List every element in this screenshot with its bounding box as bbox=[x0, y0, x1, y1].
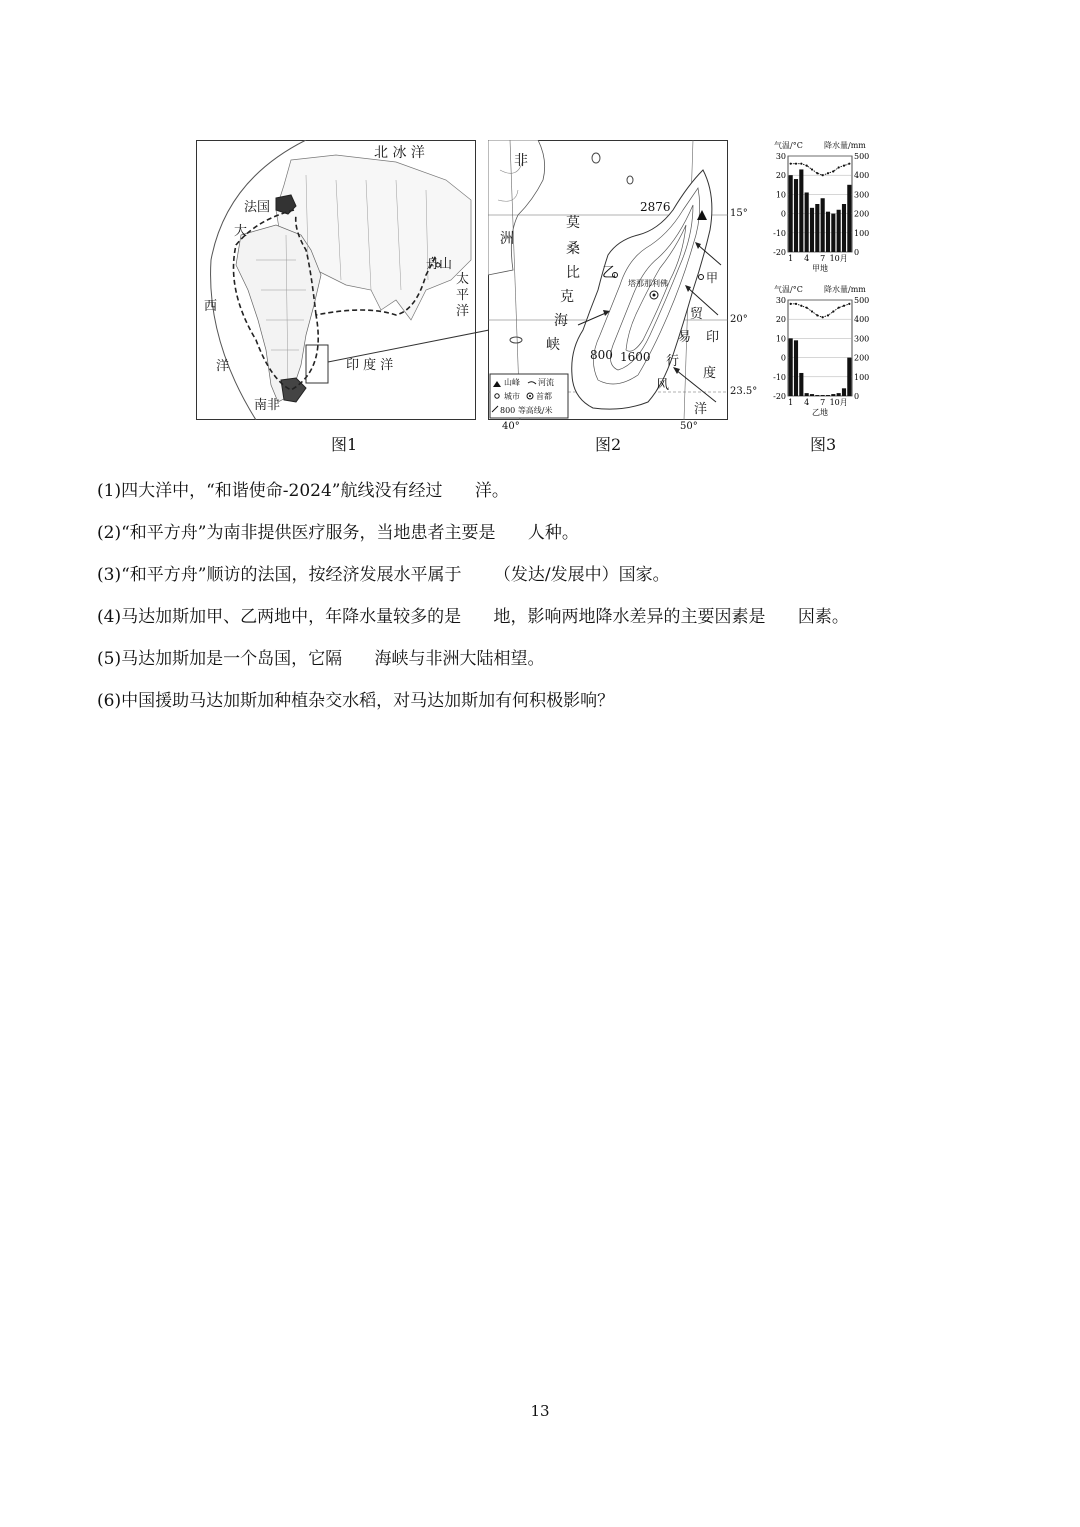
label-france: 法国 bbox=[244, 200, 271, 215]
temperature-point bbox=[848, 163, 850, 165]
temp-tick-label: 0 bbox=[780, 353, 786, 363]
temperature-point bbox=[832, 310, 834, 312]
temperature-point bbox=[838, 166, 840, 168]
temperature-point bbox=[843, 305, 845, 307]
temperature-point bbox=[827, 314, 829, 316]
temperature-point bbox=[790, 163, 792, 165]
temperature-point bbox=[795, 163, 797, 165]
label-pacific-yang: 洋 bbox=[456, 304, 470, 319]
label-pacific-ping: 平 bbox=[456, 288, 470, 303]
precip-tick-label: 500 bbox=[854, 152, 870, 161]
precip-bar bbox=[799, 169, 803, 252]
temperature-point bbox=[806, 165, 808, 167]
label-lat-15: 15° bbox=[730, 208, 748, 219]
month-tick-label: 4 bbox=[804, 254, 810, 263]
precip-bar bbox=[810, 394, 814, 396]
label-xia: 峡 bbox=[546, 337, 560, 353]
figure1-route-map bbox=[196, 140, 476, 420]
temp-tick-label: 20 bbox=[775, 315, 786, 325]
legend-city: 城市 bbox=[504, 392, 520, 401]
precip-tick-label: 300 bbox=[854, 334, 870, 344]
precip-bar bbox=[794, 340, 798, 396]
temperature-point bbox=[822, 316, 824, 318]
precip-bar bbox=[789, 175, 793, 252]
precip-bar bbox=[805, 192, 809, 252]
precip-axis-label-1: 降水量/mm bbox=[824, 141, 866, 150]
temp-tick-label: 20 bbox=[775, 171, 786, 181]
question-1: (1)四大洋中，“和谐使命-2024”航线没有经过 洋。 bbox=[97, 481, 509, 501]
question-5: (5)马达加斯加是一个岛国，它隔 海峡与非洲大陆相望。 bbox=[97, 649, 545, 669]
label-pacific-tai: 太 bbox=[456, 272, 470, 287]
precip-bar bbox=[837, 210, 841, 252]
temperature-point bbox=[811, 168, 813, 170]
month-tick-label: 10月 bbox=[829, 254, 848, 263]
label-ocean-yang: 洋 bbox=[694, 402, 708, 417]
label-trade-yi: 易 bbox=[678, 330, 692, 345]
month-tick-label: 4 bbox=[804, 398, 810, 407]
precip-bar bbox=[815, 204, 819, 252]
temperature-point bbox=[832, 170, 834, 172]
question-4: (4)马达加斯加甲、乙两地中，年降水量较多的是 地，影响两地降水差异的主要因素是 因素。 bbox=[97, 607, 849, 627]
month-tick-label: 7 bbox=[820, 254, 826, 263]
label-atlantic-xi: 西 bbox=[204, 299, 218, 314]
caption-figure2: 图2 bbox=[595, 435, 622, 454]
label-lon-40: 40° bbox=[502, 421, 520, 432]
precip-tick-label: 100 bbox=[854, 228, 870, 238]
precip-bar bbox=[815, 395, 819, 396]
label-ocean-du: 度 bbox=[703, 366, 717, 381]
figure2-madagascar-map bbox=[488, 140, 758, 432]
temperature-point bbox=[811, 310, 813, 312]
temp-axis-label-2: 气温/°C bbox=[774, 285, 803, 294]
temperature-point bbox=[816, 172, 818, 174]
precip-bar bbox=[810, 208, 814, 252]
temp-tick-label: 10 bbox=[775, 190, 786, 200]
legend-contour: 800 等高线/米 bbox=[500, 406, 553, 415]
legend-river: 河流 bbox=[538, 378, 554, 387]
precip-bar bbox=[847, 185, 851, 252]
temperature-point bbox=[800, 305, 802, 307]
precip-axis-label-2: 降水量/mm bbox=[824, 285, 866, 294]
month-tick-label: 10月 bbox=[829, 398, 848, 407]
precip-bar bbox=[842, 204, 846, 252]
precip-tick-label: 0 bbox=[854, 248, 860, 257]
precip-tick-label: 0 bbox=[854, 392, 860, 401]
chart-title: 甲地 bbox=[812, 264, 828, 273]
label-ke: 克 bbox=[560, 289, 574, 305]
label-zhou: 洲 bbox=[500, 231, 514, 247]
label-lat-20: 20° bbox=[730, 314, 748, 325]
temperature-point bbox=[795, 303, 797, 305]
precip-tick-label: 500 bbox=[854, 296, 870, 305]
precip-tick-label: 400 bbox=[854, 315, 870, 325]
legend-peak: 山峰 bbox=[504, 378, 520, 387]
label-lat-23: 23.5° bbox=[730, 386, 758, 397]
label-peak-elevation: 2876 bbox=[640, 200, 671, 214]
precip-bar bbox=[842, 388, 846, 396]
label-sang: 桑 bbox=[566, 241, 580, 257]
precip-tick-label: 300 bbox=[854, 190, 870, 200]
precip-tick-label: 200 bbox=[854, 209, 870, 219]
page-number: 13 bbox=[530, 1402, 550, 1420]
label-indian-ocean: 印 度 洋 bbox=[346, 358, 394, 373]
temperature-point bbox=[822, 174, 824, 176]
temperature-point bbox=[838, 307, 840, 309]
temp-tick-label: -20 bbox=[773, 392, 786, 401]
label-atlantic-yang: 洋 bbox=[216, 359, 230, 374]
precip-bar bbox=[831, 394, 835, 396]
label-trade-feng: 风 bbox=[656, 378, 670, 393]
temperature-point bbox=[848, 303, 850, 305]
label-contour-800: 800 bbox=[590, 348, 613, 362]
temp-tick-label: 10 bbox=[775, 334, 786, 344]
label-fei: 非 bbox=[514, 153, 528, 169]
precip-tick-label: 400 bbox=[854, 171, 870, 181]
label-mo: 莫 bbox=[566, 215, 580, 231]
precip-bar bbox=[847, 358, 851, 396]
label-south-africa: 南非 bbox=[254, 398, 281, 413]
month-tick-label: 7 bbox=[820, 398, 826, 407]
month-tick-label: 1 bbox=[788, 398, 794, 407]
label-bi: 比 bbox=[566, 265, 580, 281]
month-tick-label: 1 bbox=[788, 254, 794, 263]
label-jia: 甲 bbox=[706, 271, 719, 285]
label-hai: 海 bbox=[554, 313, 568, 329]
label-north-ice-ocean: 北 冰 洋 bbox=[374, 145, 425, 161]
temperature-point bbox=[827, 172, 829, 174]
temp-tick-label: 0 bbox=[780, 209, 786, 219]
precip-bar bbox=[826, 212, 830, 252]
legend-capital: 首都 bbox=[536, 392, 552, 401]
precip-bar bbox=[826, 395, 830, 396]
temp-tick-label: -10 bbox=[773, 228, 786, 238]
precip-tick-label: 200 bbox=[854, 353, 870, 363]
question-6: (6)中国援助马达加斯加种植杂交水稻，对马达加斯加有何积极影响？ bbox=[97, 691, 615, 711]
figure3-climate-charts bbox=[766, 140, 876, 425]
temperature-point bbox=[816, 314, 818, 316]
precip-bar bbox=[794, 179, 798, 252]
precip-bar bbox=[799, 373, 803, 396]
precip-bar bbox=[805, 393, 809, 396]
precip-bar bbox=[837, 393, 841, 396]
caption-figure3: 图3 bbox=[810, 435, 837, 454]
precip-bar bbox=[789, 338, 793, 396]
temperature-point bbox=[790, 303, 792, 305]
caption-figure1: 图1 bbox=[331, 435, 358, 454]
label-yi: 乙 bbox=[602, 265, 616, 281]
label-contour-1600: 1600 bbox=[620, 350, 651, 364]
temperature-point bbox=[843, 165, 845, 167]
question-2: (2)“和平方舟”为南非提供医疗服务，当地患者主要是 人种。 bbox=[97, 523, 579, 543]
question-3: (3)“和平方舟”顺访的法国，按经济发展水平属于 （发达/发展中）国家。 bbox=[97, 565, 670, 585]
label-lon-50: 50° bbox=[680, 421, 698, 432]
label-trade-xing: 行 bbox=[666, 354, 680, 369]
precip-bar bbox=[831, 214, 835, 252]
label-zhoushan: 舟山 bbox=[426, 257, 453, 272]
precip-bar bbox=[821, 198, 825, 252]
precip-tick-label: 100 bbox=[854, 372, 870, 382]
chart-title: 乙地 bbox=[812, 408, 828, 417]
temperature-point bbox=[800, 163, 802, 165]
temp-axis-label-1: 气温/°C bbox=[774, 141, 803, 150]
label-ocean-yin: 印 bbox=[706, 330, 720, 345]
label-trade-mao: 贸 bbox=[690, 307, 704, 322]
climate-chart-yi bbox=[766, 296, 876, 421]
temp-tick-label: -10 bbox=[773, 372, 786, 382]
temperature-point bbox=[806, 307, 808, 309]
temp-tick-label: 30 bbox=[775, 152, 786, 161]
temp-tick-label: 30 bbox=[775, 296, 786, 305]
label-capital: 塔那那利佛 bbox=[628, 279, 668, 288]
question-list bbox=[97, 478, 997, 730]
label-atlantic-da: 大 bbox=[234, 224, 248, 239]
temp-tick-label: -20 bbox=[773, 248, 786, 257]
climate-chart-jia bbox=[766, 152, 876, 277]
precip-bar bbox=[821, 395, 825, 396]
